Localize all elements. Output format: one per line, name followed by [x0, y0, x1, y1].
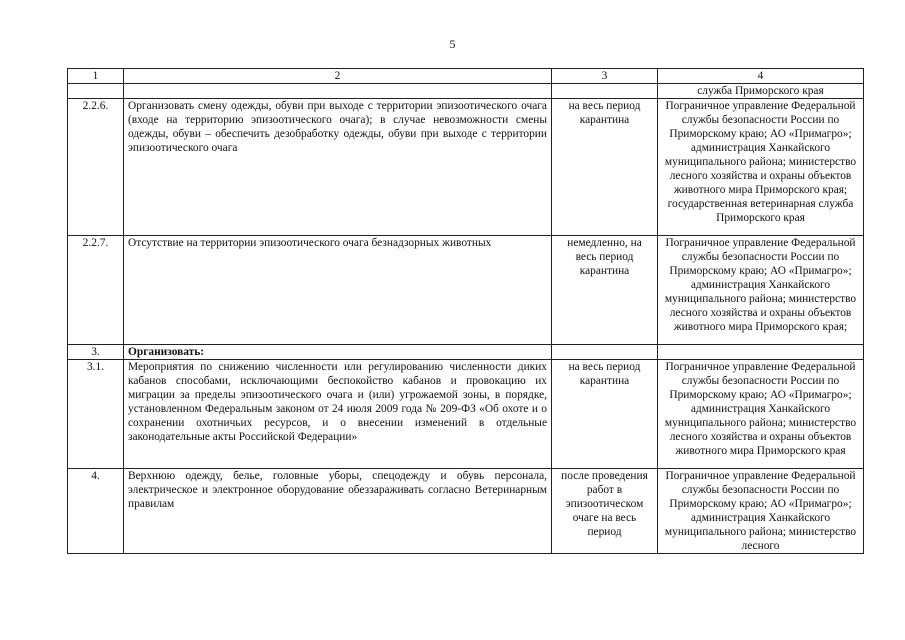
table-row: [68, 236, 864, 345]
cell-resp: Пограничное управление Федеральной службы безопасности России по Приморскому краю; АО «Примагро»; администрация Ханкайского муниципального района; министерство лесного хозяйства и охраны объектов животного мира Приморского края: [658, 360, 864, 469]
cell-when: на весь период карантина: [552, 360, 658, 469]
cell-resp: Пограничное управление Федеральной службы безопасности России по Приморскому краю; АО «Примагро»; администрация Ханкайского муниципального района; министерство лесного: [658, 469, 864, 554]
cell-when: на весь период карантина: [552, 99, 658, 236]
cell-num: 3.1.: [68, 360, 124, 469]
cell-when: после проведения работ в эпизоотическом очаге на весь период: [552, 469, 658, 554]
cell-num: 3.: [68, 345, 124, 360]
cell-when: [552, 84, 658, 99]
cell-when: немедленно, на весь период карантина: [552, 236, 658, 345]
cell-resp: [658, 345, 864, 360]
cell-text: Организовать смену одежды, обуви при выходе с территории эпизоотического очага (входе на территорию эпизоотического очага); в случае невозможности смены одежды, обуви – обеспечить дезобработку одежды, обуви при выходе с территории эпизоотического очага: [124, 99, 552, 236]
cell-text: Мероприятия по снижению численности или регулированию численности диких кабанов способами, исключающими беспокойство кабанов и провокацию их миграции за пределы эпизоотического очага и (или) угрожаемой зоны, в порядке, установленном Федеральным законом от 24 июля 2009 года № 209-ФЗ «Об охоте и о сохранении охотничьих ресурсов, и о внесении изменений в отдельные законодательные акты Российской Федерации»: [124, 360, 552, 469]
cell-num: 2.2.6.: [68, 99, 124, 236]
cell-text: Отсутствие на территории эпизоотического очага безнадзорных животных: [124, 236, 552, 345]
header-cell-3: 3: [552, 69, 658, 84]
cell-num: 2.2.7.: [68, 236, 124, 345]
table-row: [68, 469, 864, 554]
header-cell-2: 2: [124, 69, 552, 84]
table-row: [68, 360, 864, 469]
header-cell-1: 1: [68, 69, 124, 84]
cell-resp: служба Приморского края: [658, 84, 864, 99]
cell-resp: Пограничное управление Федеральной службы безопасности России по Приморскому краю; АО «Примагро»; администрация Ханкайского муниципального района; министерство лесного хозяйства и охраны объектов животного мира Приморского края;: [658, 236, 864, 345]
cell-resp: Пограничное управление Федеральной службы безопасности России по Приморскому краю; АО «Примагро»; администрация Ханкайского муниципального района; министерство лесного хозяйства и охраны объектов животного мира Приморского края; государственная ветеринарная служба Приморского края: [658, 99, 864, 236]
cell-when: [552, 345, 658, 360]
table-row-continuation: [68, 84, 864, 99]
header-cell-4: 4: [658, 69, 864, 84]
cell-num: [68, 84, 124, 99]
page-number: 5: [449, 37, 456, 51]
cell-text: Организовать:: [124, 345, 552, 360]
table-row: [68, 99, 864, 236]
table-header-row: [68, 69, 864, 84]
table-row-section: [68, 345, 864, 360]
cell-text: Верхнюю одежду, белье, головные уборы, спецодежду и обувь персонала, электрическое и электронное оборудование обеззараживать согласно Ветеринарным правилам: [124, 469, 552, 554]
measures-table: [67, 68, 864, 554]
cell-text: [124, 84, 552, 99]
cell-num: 4.: [68, 469, 124, 554]
